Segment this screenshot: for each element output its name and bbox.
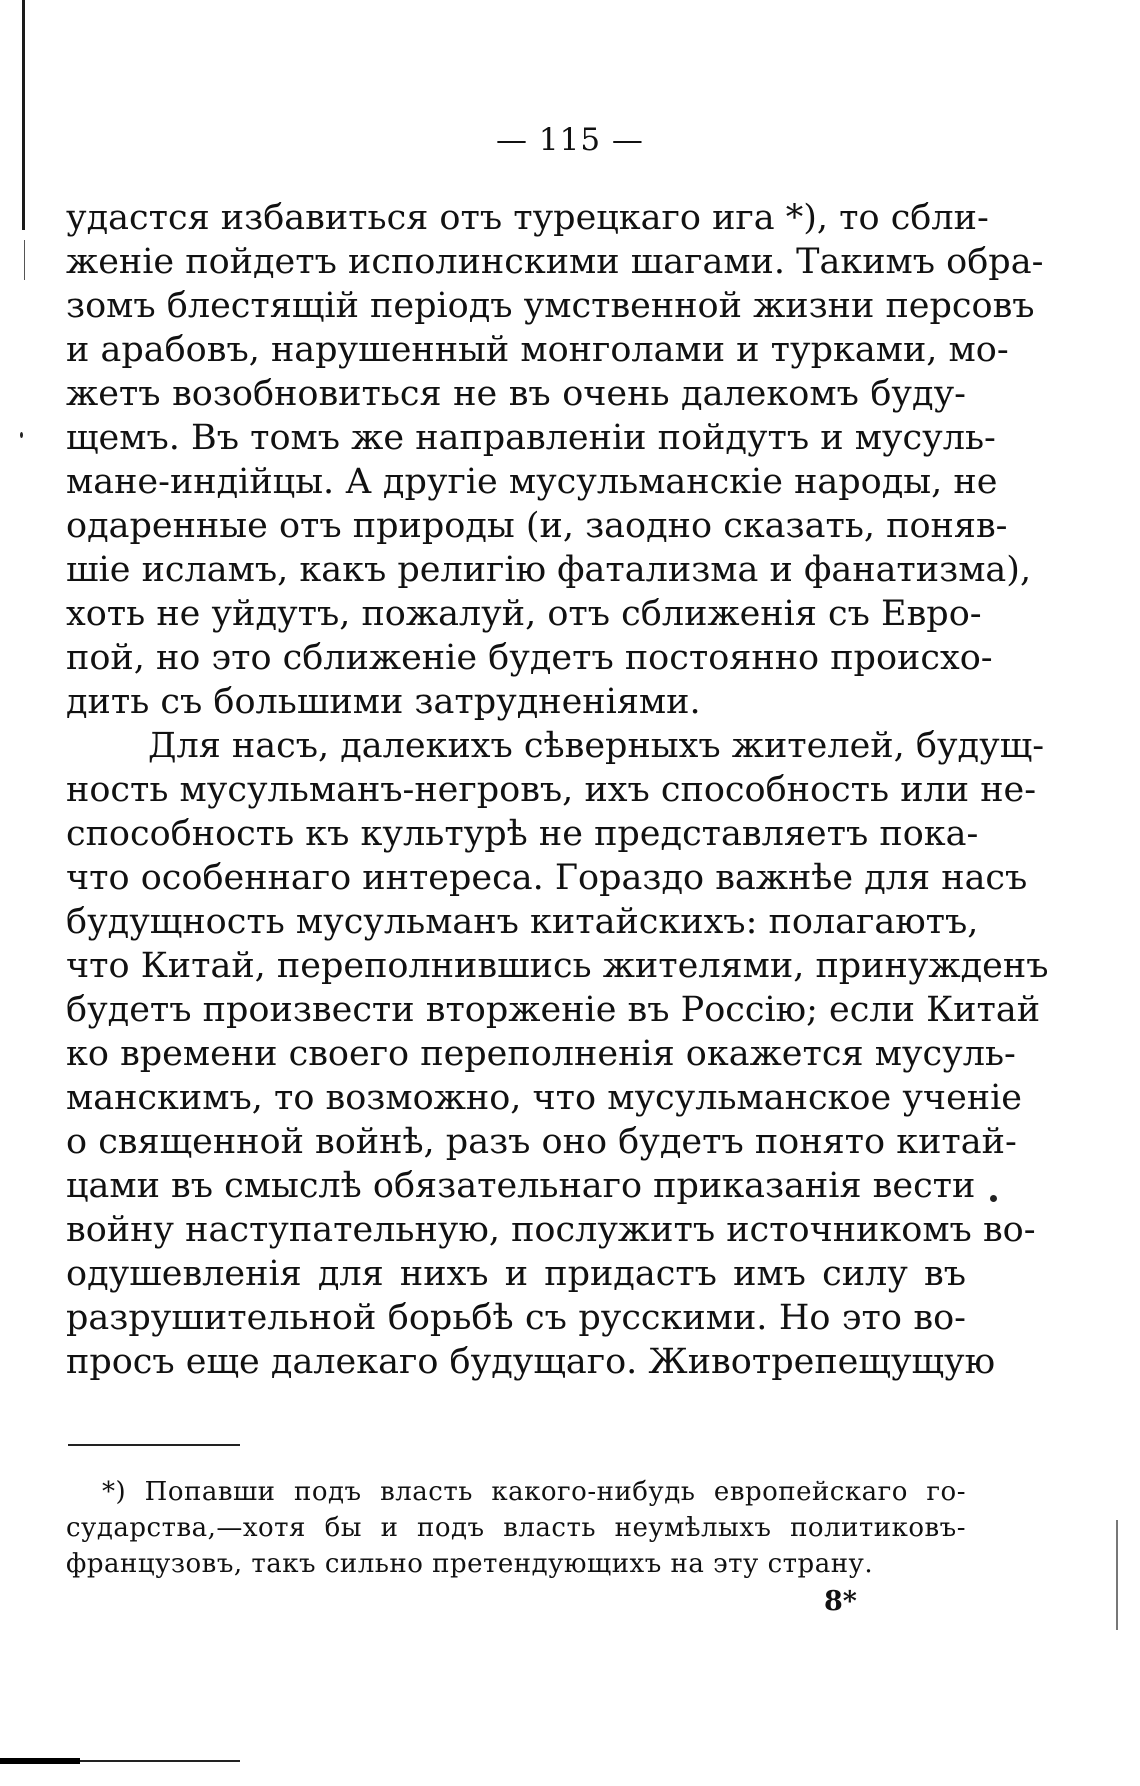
text-line: войну наступательную, послужитъ источникомъ во- xyxy=(66,1210,1036,1250)
scan-speck xyxy=(990,1195,997,1202)
scan-edge-mark xyxy=(22,0,25,230)
text-line: о священной войнѣ, разъ оно будетъ понято китай- xyxy=(66,1122,1017,1162)
paragraph xyxy=(66,724,1049,1384)
scan-edge-mark xyxy=(0,1758,80,1764)
text-line: ко времени своего переполненія окажется мусуль- xyxy=(66,1034,1016,1074)
scan-edge-mark xyxy=(24,240,25,280)
main-text xyxy=(66,196,1049,1384)
text-line: удастся избавиться отъ турецкаго ига *), то сбли- xyxy=(66,198,989,238)
text-line: ность мусульманъ-негровъ, ихъ способность или не- xyxy=(66,770,1037,810)
text-line: зомъ блестящій періодъ умственной жизни персовъ xyxy=(66,286,1035,326)
text-line: разрушительной борьбѣ съ русскими. Но это во- xyxy=(66,1298,966,1338)
text-line: дить съ большими затрудненіями. xyxy=(66,682,701,722)
paragraph xyxy=(66,196,1044,724)
text-line: что особеннаго интереса. Гораздо важнѣе для насъ xyxy=(66,858,1028,898)
text-line: манскимъ, то возможно, что мусульманское ученіе xyxy=(66,1078,1023,1118)
text-line: щемъ. Въ томъ же направленіи пойдутъ и мусуль- xyxy=(66,418,996,458)
text-line: цами въ смыслѣ обязательнаго приказанія вести xyxy=(66,1166,976,1206)
footnote-line: французовъ, такъ сильно претендующихъ на эту страну. xyxy=(66,1549,874,1579)
footnote xyxy=(66,1474,966,1582)
text-line: одушевленія для нихъ и придастъ имъ силу въ xyxy=(66,1254,966,1294)
text-line: хоть не уйдутъ, пожалуй, отъ сближенія съ Евро- xyxy=(66,594,982,634)
text-line: пой, но это сближеніе будетъ постоянно происхо- xyxy=(66,638,993,678)
text-line: жетъ возобновиться не въ очень далекомъ буду- xyxy=(66,374,966,414)
text-line: Для насъ, далекихъ сѣверныхъ жителей, будущ- xyxy=(148,726,1045,766)
footnote-line: сударства,—хотя бы и подъ власть неумѣлыхъ политиковъ- xyxy=(66,1513,966,1543)
signature-mark: 8* xyxy=(824,1586,857,1617)
page-number: — 115 — xyxy=(496,122,644,158)
scan-speck xyxy=(20,432,23,438)
scan-edge-mark xyxy=(1116,1520,1118,1630)
text-line: будетъ произвести вторженіе въ Россію; если Китай xyxy=(66,990,1041,1030)
text-line: что Китай, переполнившись жителями, принужденъ xyxy=(66,946,1049,986)
footnote-divider xyxy=(68,1444,240,1446)
text-line: одаренные отъ природы (и, заодно сказать, поняв- xyxy=(66,506,1008,546)
text-line: будущность мусульманъ китайскихъ: полагаютъ, xyxy=(66,902,979,942)
text-line: женіе пойдетъ исполинскими шагами. Такимъ обра- xyxy=(66,242,1044,282)
footnote-line: *) Попавши подъ власть какого-нибудь европейскаго го- xyxy=(102,1477,966,1507)
text-line: просъ еще далекаго будущаго. Животрепещущую xyxy=(66,1342,996,1382)
text-line: шіе исламъ, какъ религію фатализма и фанатизма), xyxy=(66,550,1032,590)
scan-edge-mark xyxy=(80,1760,240,1762)
text-line: способность къ культурѣ не представляетъ пока- xyxy=(66,814,979,854)
text-line: мане-индійцы. А другіе мусульманскіе народы, не xyxy=(66,462,998,502)
text-line: и арабовъ, нарушенный монголами и турками, мо- xyxy=(66,330,1009,370)
